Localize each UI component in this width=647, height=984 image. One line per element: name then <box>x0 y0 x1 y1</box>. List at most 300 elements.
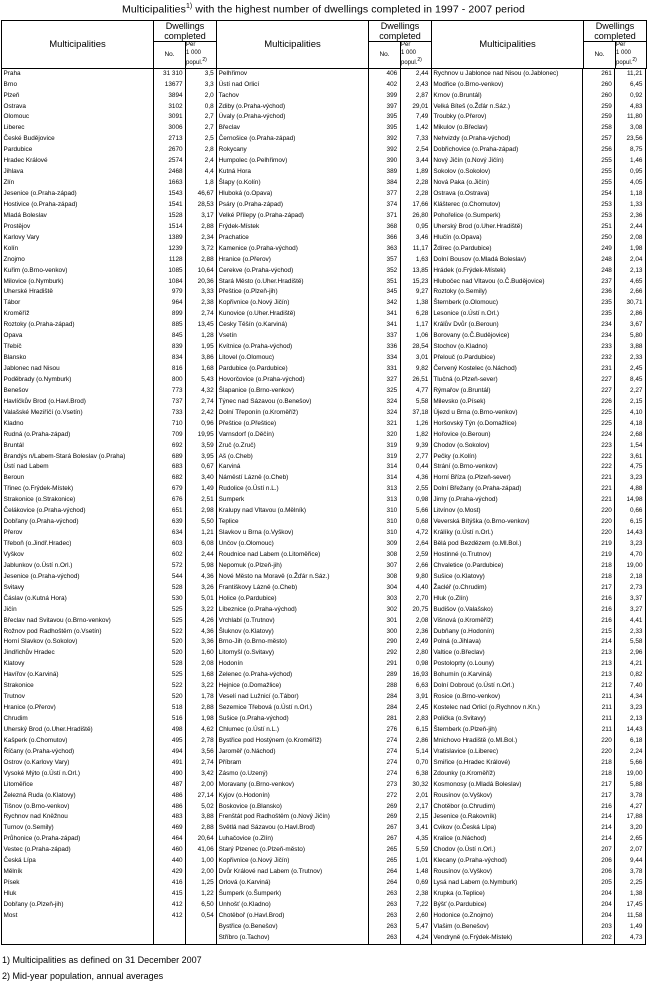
dwellings-per-1000-population: 7,33 <box>400 134 431 145</box>
dwellings-per-1000-population: 4,27 <box>615 802 645 813</box>
table-row <box>2 473 645 484</box>
dwellings-per-1000-population: 28,53 <box>186 200 217 211</box>
dwellings-per-1000-population: 2,86 <box>400 736 431 747</box>
municipality-name: Mikulov (o.Břeclav) <box>431 123 582 134</box>
dwellings-count: 483 <box>153 812 185 823</box>
municipality-name: Trutnov <box>3 693 25 701</box>
table-row <box>2 320 645 331</box>
table-row <box>2 933 645 944</box>
dwellings-per-1000-population: 28,54 <box>400 342 431 353</box>
dwellings-per-1000-population: 30,32 <box>400 780 431 791</box>
dwellings-count: 237 <box>583 277 615 288</box>
municipality-name: Vysoké Mýto (o.Ústí n.Orl.) <box>3 769 80 777</box>
dwellings-per-1000-population: 2,36 <box>615 211 645 222</box>
dwellings-count: 284 <box>368 692 400 703</box>
dwellings-count: 203 <box>583 922 615 933</box>
dwellings-per-1000-population: 2,07 <box>615 845 645 856</box>
municipality-name: Kašperk (o.Chomutov) <box>3 736 68 744</box>
dwellings-count: 261 <box>583 69 615 80</box>
dwellings-per-1000-population: 29,01 <box>400 102 431 113</box>
dwellings-count: 366 <box>368 233 400 244</box>
table-row <box>2 528 645 539</box>
dwellings-per-1000-population: 3,22 <box>186 681 217 692</box>
dwellings-count: 522 <box>153 627 185 638</box>
dwellings-count: 276 <box>368 725 400 736</box>
municipality-name: Dobřany (o.Plzeň-jih) <box>3 900 64 908</box>
dwellings-count: 773 <box>153 386 185 397</box>
municipality-name: Milevsko (o.Písek) <box>431 397 582 408</box>
dwellings-count: 709 <box>153 430 185 441</box>
dwellings-per-1000-population: 20,36 <box>186 277 217 288</box>
municipality-name: Zásmo (o.Uzený) <box>217 769 368 780</box>
table-row <box>2 441 645 452</box>
dwellings-count: 676 <box>153 495 185 506</box>
municipality-name: Třeboň (o.Jindř.Hradec) <box>3 540 72 547</box>
dwellings-count: 522 <box>153 681 185 692</box>
table-row <box>2 266 645 277</box>
dwellings-count: 839 <box>153 342 185 353</box>
dwellings-per-1000-population: 11,80 <box>615 112 645 123</box>
municipality-name: Poděbrady (o.Nymburk) <box>3 375 72 383</box>
dwellings-per-1000-population: 1,18 <box>615 189 645 200</box>
per-footnote-2: 2) <box>417 57 422 64</box>
dwellings-per-1000-population: 27,14 <box>186 791 217 802</box>
municipality-name: Rudná (o.Praha-západ) <box>3 430 71 438</box>
dwellings-per-1000-population: 2,01 <box>400 791 431 802</box>
dwellings-per-1000-population: 19,95 <box>186 430 217 441</box>
dwellings-count: 233 <box>583 342 615 353</box>
table-row <box>2 156 645 167</box>
municipality-name: Brandýs n/Labem-Stará Boleslav (o.Praha) <box>3 452 126 460</box>
table-row <box>2 823 645 834</box>
dwellings-per-1000-population: 2,98 <box>186 506 217 517</box>
dwellings-count: 216 <box>583 616 615 627</box>
municipality-name: Kyjov (o.Hodonín) <box>217 791 368 802</box>
municipality-name: Rožnov pod Radhoštěm (o.Vsetín) <box>3 627 102 635</box>
dwellings-count: 223 <box>583 441 615 452</box>
dwellings-count: 363 <box>368 244 400 255</box>
dwellings-count: 310 <box>368 517 400 528</box>
dwellings-per-1000-population: 2,15 <box>400 812 431 823</box>
dwellings-count: 1541 <box>153 200 185 211</box>
dwellings-per-1000-population: 4,88 <box>615 484 645 495</box>
dwellings-per-1000-population: 2,28 <box>400 178 431 189</box>
dwellings-count: 31 310 <box>153 69 185 80</box>
municipality-name: Bohumín (o.Karviná) <box>431 670 582 681</box>
dwellings-per-1000-population: 1,68 <box>186 364 217 375</box>
municipality-name: Teplice <box>217 517 368 528</box>
dwellings-count: 331 <box>368 364 400 375</box>
municipality-name: Rýmařov (o.Bruntál) <box>431 386 582 397</box>
dwellings-count: 525 <box>153 616 185 627</box>
dwellings-count: 310 <box>368 528 400 539</box>
dwellings-count: 816 <box>153 364 185 375</box>
dwellings-per-1000-population: 1,28 <box>186 331 217 342</box>
dwellings-count: 314 <box>368 473 400 484</box>
dwellings-count: 520 <box>153 648 185 659</box>
dwellings-per-1000-population: 2,80 <box>400 648 431 659</box>
dwellings-per-1000-population: 2,33 <box>615 353 645 364</box>
dwellings-count: 1543 <box>153 189 185 200</box>
dwellings-per-1000-population: 6,63 <box>400 681 431 692</box>
dwellings-per-1000-population: 2,38 <box>186 298 217 309</box>
municipality-name: Stochov (o.Kladno) <box>431 342 582 353</box>
dwellings-count: 211 <box>583 703 615 714</box>
dwellings-per-1000-population: 2,18 <box>615 572 645 583</box>
dwellings-count: 255 <box>583 178 615 189</box>
page-title <box>0 0 647 20</box>
dwellings-count: 733 <box>153 408 185 419</box>
dwellings-per-1000-population: 2,13 <box>615 714 645 725</box>
dwellings-count: 263 <box>368 922 400 933</box>
dwellings-count: 486 <box>153 802 185 813</box>
dwellings-count: 222 <box>583 452 615 463</box>
dwellings-per-1000-population: 4,36 <box>186 572 217 583</box>
dwellings-per-1000-population: 3,46 <box>400 233 431 244</box>
dwellings-count: 412 <box>153 900 185 911</box>
dwellings-count: 337 <box>368 331 400 342</box>
dwellings-count: 634 <box>153 528 185 539</box>
dwellings-per-1000-population: 8,45 <box>615 375 645 386</box>
table-row <box>2 364 645 375</box>
header-no-3: No. <box>584 42 616 69</box>
per-popul-3: popul. <box>616 60 633 67</box>
dwellings-per-1000-population: 0,54 <box>186 911 217 922</box>
municipality-name: Psáry (o.Praha-západ) <box>217 200 368 211</box>
per-popul-1: popul. <box>186 60 203 67</box>
dwellings-count: 469 <box>153 823 185 834</box>
dwellings-count: 495 <box>153 736 185 747</box>
table-row <box>2 287 645 298</box>
table-row <box>2 255 645 266</box>
dwellings-count: 384 <box>368 178 400 189</box>
dwellings-per-1000-population: 3,95 <box>186 452 217 463</box>
table-row <box>2 878 645 889</box>
dwellings-count: 412 <box>153 911 185 922</box>
dwellings-per-1000-population: 15,23 <box>400 277 431 288</box>
dwellings-count: 224 <box>583 430 615 441</box>
dwellings-per-1000-population: 2,77 <box>400 452 431 463</box>
dwellings-per-1000-population: 2,88 <box>186 703 217 714</box>
dwellings-count: 265 <box>368 856 400 867</box>
municipality-name: Višnová (o.Kroměříž) <box>431 616 582 627</box>
dwellings-count: 899 <box>153 309 185 320</box>
municipality-name: Železná Ruda (o.Klatovy) <box>3 791 76 799</box>
table-row <box>2 80 645 91</box>
dwellings-per-1000-population: 3,61 <box>615 452 645 463</box>
dwellings-per-1000-population: 1,78 <box>186 692 217 703</box>
footnote-1: 1) Multicipalities as defined on 31 December 2007 <box>2 954 202 965</box>
municipality-name: Aš (o.Cheb) <box>217 452 368 463</box>
dwellings-count: 211 <box>583 725 615 736</box>
dwellings-per-1000-population: 5,66 <box>400 506 431 517</box>
dwellings-count: 737 <box>153 397 185 408</box>
table-row <box>2 331 645 342</box>
dwellings-count: 267 <box>368 823 400 834</box>
municipality-name: Moravany (o.Brno-venkov) <box>217 780 368 791</box>
table-row <box>2 594 645 605</box>
dwellings-per-1000-population: 3,67 <box>615 320 645 331</box>
dwellings-count: 235 <box>583 298 615 309</box>
dwellings-per-1000-population: 1,25 <box>186 878 217 889</box>
dwellings-count: 389 <box>368 167 400 178</box>
dwellings-per-1000-population: 3,36 <box>186 637 217 648</box>
municipality-name: Zelenec (o.Praha-východ) <box>217 670 368 681</box>
dwellings-per-1000-population: 2,17 <box>400 802 431 813</box>
table-row <box>2 659 645 670</box>
dwellings-count: 253 <box>583 211 615 222</box>
per-unit-2: 1 000 <box>401 49 417 56</box>
dwellings-count: 273 <box>368 780 400 791</box>
dwellings-count: 260 <box>583 80 615 91</box>
municipality-name: Hlubočec nad Vltavou (o.Č.Budějovice) <box>431 277 582 288</box>
dwellings-per-1000-population: 2,44 <box>615 222 645 233</box>
municipality-name: Bruntál <box>3 441 24 449</box>
dwellings-count: 314 <box>368 462 400 473</box>
municipality-name: Benešov <box>3 386 29 394</box>
municipality-name: Újezd u Brna (o.Brno-venkov) <box>431 408 582 419</box>
dwellings-count: 217 <box>583 780 615 791</box>
dwellings-per-1000-population: 2,7 <box>186 112 217 123</box>
header-municipalities-1: Multicipalities <box>2 20 154 68</box>
dwellings-count: 250 <box>583 233 615 244</box>
table-body-wrapper <box>1 69 646 945</box>
municipality-name: Rousínov (o.Vyškov) <box>431 867 582 878</box>
footnotes <box>0 945 647 984</box>
municipality-name: Humpolec (o.Pelhřimov) <box>217 156 368 167</box>
municipality-name: Nové Město na Moravě (o.Žďár n.Sáz.) <box>217 572 368 583</box>
municipality-name: Dolní Bousov (o.Mladá Boleslav) <box>431 255 582 266</box>
dwellings-per-1000-population: 2,65 <box>615 834 645 845</box>
dwellings-per-1000-population: 4,75 <box>615 462 645 473</box>
municipality-name: Přerov <box>3 529 23 537</box>
dwellings-count: 269 <box>368 802 400 813</box>
table-row <box>2 856 645 867</box>
table-row <box>2 244 645 255</box>
dwellings-per-1000-population: 2,43 <box>400 80 431 91</box>
table-row <box>2 375 645 386</box>
dwellings-count: 324 <box>368 397 400 408</box>
table-row <box>2 605 645 616</box>
municipality-name: Karlovy Vary <box>3 233 40 241</box>
dwellings-count: 220 <box>583 747 615 758</box>
dwellings-count: 964 <box>153 298 185 309</box>
municipality-name: Chodov (o.Sokolov) <box>431 441 582 452</box>
municipality-name: Vendryně (o.Frýdek-Místek) <box>431 933 582 944</box>
table-row <box>2 462 645 473</box>
dwellings-count: 406 <box>368 69 400 80</box>
municipality-name: Hranice (o.Přerov) <box>3 704 56 712</box>
dwellings-count: 207 <box>583 845 615 856</box>
municipality-name: Pečky (o.Kolín) <box>431 452 582 463</box>
dwellings-per-1000-population: 2,88 <box>186 222 217 233</box>
dwellings-count: 399 <box>368 91 400 102</box>
dwellings-count: 225 <box>583 419 615 430</box>
dwellings-per-1000-population: 4,24 <box>400 933 431 944</box>
header-municipalities-3: Multicipalities <box>432 20 584 68</box>
dwellings-count: 834 <box>153 353 185 364</box>
dwellings-per-1000-population: 4,4 <box>186 167 217 178</box>
dwellings-count: 544 <box>153 572 185 583</box>
dwellings-per-1000-population: 2,45 <box>400 703 431 714</box>
dwellings-per-1000-population: 5,98 <box>186 561 217 572</box>
header-dwellings-completed-3 <box>584 20 647 42</box>
dwellings-count: 220 <box>583 506 615 517</box>
municipality-name: Světlá nad Sázavou (o.Havl.Brod) <box>217 823 368 834</box>
table-row <box>2 145 645 156</box>
municipality-name: Krnov (o.Bruntál) <box>431 91 582 102</box>
dwellings-count: 313 <box>368 495 400 506</box>
dwellings-per-1000-population: 5,01 <box>186 594 217 605</box>
dwellings-per-1000-population: 5,88 <box>615 780 645 791</box>
title-footnote-marker: 1) <box>185 3 193 10</box>
dwellings-count: 374 <box>368 200 400 211</box>
municipality-name: Lesonice (o.Ústí n.Orl.) <box>431 309 582 320</box>
municipality-name: Pohořelice (o.Sumperk) <box>431 211 582 222</box>
municipality-name: Hejnice (o.Domažlice) <box>217 681 368 692</box>
municipality-name: Břeclav <box>217 123 368 134</box>
dwellings-count: 284 <box>368 703 400 714</box>
dwellings-per-1000-population: 6,28 <box>400 309 431 320</box>
municipality-name: Brno-Jih (o.Brno-město) <box>217 637 368 648</box>
dwellings-per-1000-population: 5,66 <box>615 758 645 769</box>
municipality-name: Hodonice (o.Znojmo) <box>431 911 582 922</box>
municipality-name: Břeclav nad Svitavou (o.Brno-venkov) <box>3 616 111 624</box>
table-row <box>2 889 645 900</box>
dwellings-count: 491 <box>153 758 185 769</box>
dwellings-count: 307 <box>368 561 400 572</box>
dwellings-count: 281 <box>368 714 400 725</box>
dwellings-count: 263 <box>368 911 400 922</box>
municipality-name: Brno <box>3 80 17 88</box>
municipality-name: Smiřice (o.Hradec Králové) <box>431 758 582 769</box>
dwellings-count: 213 <box>583 648 615 659</box>
dwellings-per-1000-population: 3,23 <box>615 539 645 550</box>
dwellings-count: 220 <box>583 528 615 539</box>
dwellings-per-1000-population: 3,23 <box>615 473 645 484</box>
table-row <box>2 616 645 627</box>
municipality-name: Strání (o.Brno-venkov) <box>431 462 582 473</box>
table-row <box>2 758 645 769</box>
municipality-name: Litvínov (o.Most) <box>431 506 582 517</box>
dwellings-count: 486 <box>153 791 185 802</box>
dwellings-count: 2670 <box>153 145 185 156</box>
dwellings-per-1000-population: 3,91 <box>400 692 431 703</box>
dwellings-count: 232 <box>583 353 615 364</box>
dwellings-per-1000-population: 19,00 <box>615 769 645 780</box>
dwellings-per-1000-population: 5,43 <box>186 375 217 386</box>
dwellings-count: 288 <box>368 681 400 692</box>
municipality-name: Beroun <box>3 474 25 482</box>
dwellings-per-1000-population <box>186 922 217 933</box>
table-row <box>2 637 645 648</box>
table-row <box>2 277 645 288</box>
dwellings-per-1000-population: 5,47 <box>400 922 431 933</box>
dwellings-count: 254 <box>583 189 615 200</box>
municipality-name: Jesenice (o.Praha-východ) <box>3 572 80 580</box>
municipality-name: Frýdek-Místek <box>217 222 368 233</box>
per-popul-2: popul. <box>401 60 418 67</box>
municipality-name: Ostrava (o.Ostrava) <box>431 189 582 200</box>
table-row <box>2 714 645 725</box>
dwellings-per-1000-population: 5,50 <box>186 517 217 528</box>
municipality-name: Hostinné (o.Trutnov) <box>431 550 582 561</box>
dwellings-count: 213 <box>583 670 615 681</box>
dwellings-count: 351 <box>368 277 400 288</box>
table-row <box>2 452 645 463</box>
table-row <box>2 233 645 244</box>
dwellings-per-1000-population: 2,34 <box>186 233 217 244</box>
dwellings-count: 272 <box>368 791 400 802</box>
dwellings-per-1000-population: 4,32 <box>186 386 217 397</box>
dwellings-count: 321 <box>368 419 400 430</box>
municipality-name: Nehvizdy (o.Praha-východ) <box>431 134 582 145</box>
dwellings-per-1000-population: 0,44 <box>400 462 431 473</box>
dwellings-per-1000-population: 1,89 <box>400 167 431 178</box>
header-dwellings-completed-1 <box>154 20 217 42</box>
dwellings-per-1000-population: 1,49 <box>615 922 645 933</box>
footnote-2: 2) Mid-year population, annual averages <box>2 970 164 981</box>
dwellings-per-1000-population: 0,82 <box>615 670 645 681</box>
header-row-top <box>2 20 647 42</box>
dwellings-count: 218 <box>583 769 615 780</box>
municipality-name: Dolní Třeponín (o.Kroměříž) <box>217 408 368 419</box>
municipality-name: Mnichovo Hradiště (o.Ml.Bol.) <box>431 736 582 747</box>
dwellings-per-1000-population: 2,00 <box>186 867 217 878</box>
municipality-name: Unčov (o.Olomouc) <box>217 539 368 550</box>
dwellings-count: 204 <box>583 889 615 900</box>
dwellings-per-1000-population: 19,00 <box>615 561 645 572</box>
municipality-name: Čáslav (o.Kutná Hora) <box>3 594 67 602</box>
municipality-name: Černošice (o.Praha-západ) <box>217 134 368 145</box>
dwellings-per-1000-population: 4,21 <box>615 659 645 670</box>
dwellings-per-1000-population: 2,38 <box>400 889 431 900</box>
dwellings-per-1000-population: 2,25 <box>615 878 645 889</box>
dwellings-per-1000-population: 14,43 <box>615 528 645 539</box>
municipality-name: Litoměřice <box>3 780 33 788</box>
table-row <box>2 495 645 506</box>
dwellings-per-1000-population: 20,75 <box>400 605 431 616</box>
dwellings-per-1000-population: 4,83 <box>615 102 645 113</box>
dwellings-per-1000-population: 7,49 <box>400 112 431 123</box>
municipality-name: Týnec nad Sázavou (o.Benešov) <box>217 397 368 408</box>
dwellings-count: 603 <box>153 539 185 550</box>
dwellings-per-1000-population: 7,40 <box>615 681 645 692</box>
dwellings-per-1000-population: 2,74 <box>186 397 217 408</box>
dwellings-count: 368 <box>368 222 400 233</box>
dwellings-per-1000-population: 3,08 <box>615 123 645 134</box>
per-unit-1: 1 000 <box>186 49 202 56</box>
dwellings-count: 357 <box>368 255 400 266</box>
municipality-name: Rudolice (o.Ústí n.L.) <box>217 484 368 495</box>
dwellings-per-1000-population: 1,68 <box>186 670 217 681</box>
dwellings-count: 309 <box>368 539 400 550</box>
dwellings-count: 218 <box>583 572 615 583</box>
header-dwellings-completed-2 <box>369 20 432 42</box>
municipality-name: Pardubice <box>3 146 33 154</box>
table-row <box>2 309 645 320</box>
municipality-name: Havířov (o.Karviná) <box>3 671 59 679</box>
municipality-name: Plzeň <box>3 91 20 99</box>
dwellings-count: 13677 <box>153 80 185 91</box>
dwellings-per-1000-population: 20,64 <box>186 834 217 845</box>
municipality-name: Zdiby (o.Praha-východ) <box>217 102 368 113</box>
dwellings-per-1000-population: 23,56 <box>615 134 645 145</box>
dwellings-count: 572 <box>153 561 185 572</box>
municipality-name: Frenštát pod Radhoštěm (o.Nový Jičín) <box>217 812 368 823</box>
municipality-name: Prachatice <box>217 233 368 244</box>
municipality-name: Praha <box>3 69 21 77</box>
